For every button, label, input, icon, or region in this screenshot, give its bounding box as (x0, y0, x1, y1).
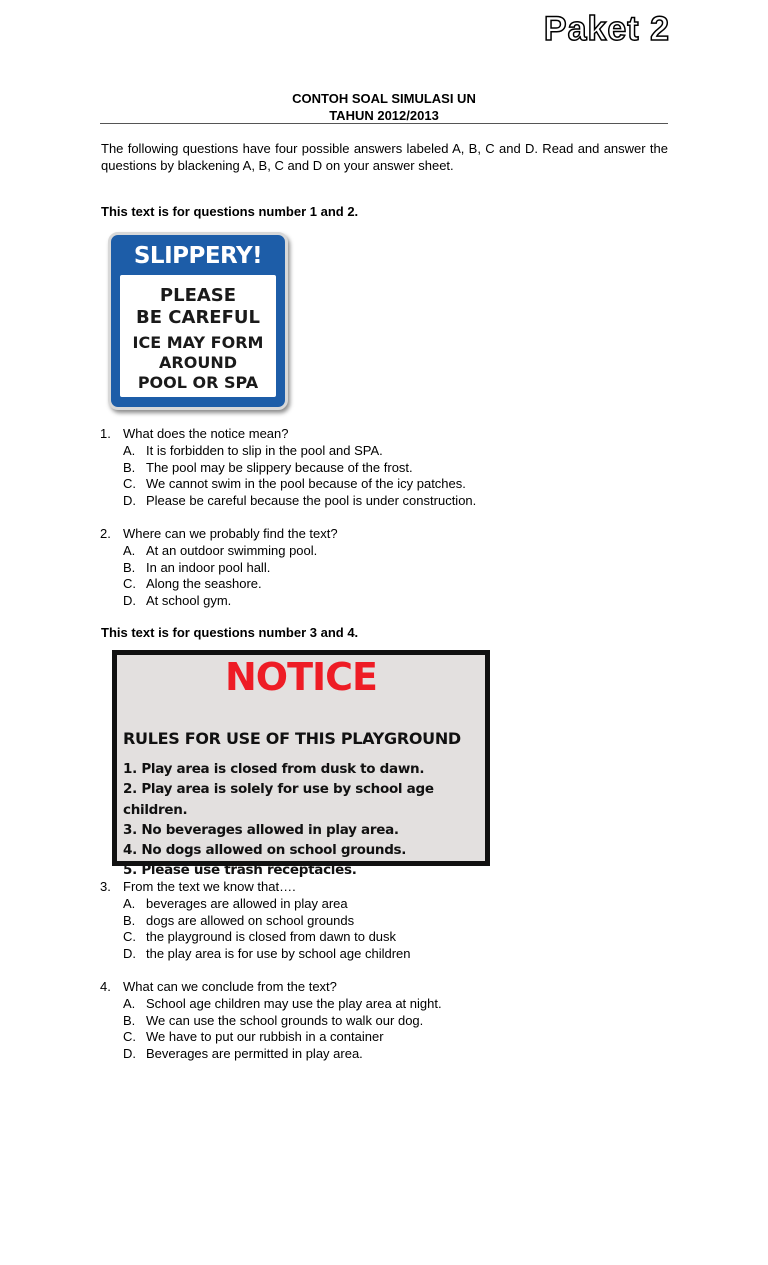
notice-rule: 2. Play area is solely for use by school age children. (123, 781, 434, 818)
option-letter: D. (123, 1046, 136, 1062)
option-text: beverages are allowed in play area (146, 895, 348, 911)
title-line-1: CONTOH SOAL SIMULASI UN (292, 91, 476, 106)
notice-rule: 1. Play area is closed from dusk to dawn. (123, 761, 425, 777)
option-text: At school gym. (146, 593, 232, 609)
notice-rule: 3. No beverages allowed in play area. (123, 821, 399, 838)
notice-header: NOTICE (224, 655, 377, 699)
answer-option (100, 593, 660, 610)
slippery-sign-header: SLIPPERY! (133, 243, 263, 269)
option-letter: C. (123, 929, 136, 945)
slippery-sign-panel (120, 275, 276, 397)
question-4 (100, 979, 660, 1063)
answer-option (100, 913, 660, 930)
notice-subheader: RULES FOR USE OF THIS PLAYGROUND (123, 729, 461, 748)
title-divider (100, 123, 668, 124)
option-text: dogs are allowed on school grounds (146, 912, 355, 928)
question-number: 2. (100, 526, 111, 541)
option-letter: D. (123, 493, 136, 509)
option-letter: D. (123, 946, 136, 962)
answer-option (100, 493, 660, 510)
question-1 (100, 426, 660, 510)
answer-option (100, 560, 660, 577)
option-text: In an indoor pool hall. (146, 559, 271, 575)
notice-rule: 5. Please use trash receptacles. (123, 862, 357, 879)
option-letter: A. (123, 995, 136, 1011)
sign-line: ICE MAY FORM (132, 333, 264, 352)
answer-option (100, 1029, 660, 1046)
answer-option (100, 576, 660, 593)
question-stem: What does the notice mean? (123, 426, 289, 441)
question-stem: What can we conclude from the text? (123, 979, 337, 994)
answer-option (100, 929, 660, 946)
option-text: It is forbidden to slip in the pool and SPA. (146, 442, 383, 458)
option-letter: A. (123, 442, 136, 458)
sign-line: POOL OR SPA (137, 373, 259, 392)
question-stem: From the text we know that…. (123, 879, 296, 894)
option-letter: D. (123, 593, 136, 609)
question-3 (100, 879, 660, 963)
sign-line: PLEASE (159, 285, 237, 306)
option-text: School age children may use the play area at night. (146, 995, 442, 1011)
instructions: The following questions have four possible answers labeled A, B, C and D. Read and answer the questions by blackening A, B, C and D on your answer sheet. (101, 141, 668, 173)
answer-option (100, 1046, 660, 1063)
option-text: the playground is closed from dawn to dusk (146, 929, 397, 945)
option-letter: C. (123, 1029, 136, 1045)
option-text: Beverages are permitted in play area. (146, 1046, 363, 1062)
section-label-2: This text is for questions number 3 and 4. (101, 625, 359, 640)
question-2 (100, 526, 660, 610)
option-letter: C. (123, 576, 136, 592)
answer-option (100, 996, 660, 1013)
option-text: Along the seashore. (146, 576, 262, 592)
answer-option (100, 443, 660, 460)
section-label-1: This text is for questions number 1 and 2. (101, 204, 359, 219)
option-letter: A. (123, 895, 136, 911)
answer-option (100, 1013, 660, 1030)
option-text: We can use the school grounds to walk our dog. (146, 1012, 424, 1028)
option-text: We cannot swim in the pool because of the icy patches. (146, 476, 466, 492)
option-text: The pool may be slippery because of the frost. (146, 459, 413, 475)
sign-line: AROUND (159, 353, 237, 372)
answer-option (100, 896, 660, 913)
answer-option (100, 946, 660, 963)
option-letter: B. (123, 459, 136, 475)
question-number: 1. (100, 426, 111, 441)
answer-option (100, 476, 660, 493)
notice-rules (123, 759, 485, 881)
option-letter: A. (123, 542, 136, 558)
slippery-sign (108, 232, 288, 410)
question-stem: Where can we probably find the text? (123, 526, 338, 541)
document-title (100, 90, 668, 124)
notice-rule: 4. No dogs allowed on school grounds. (123, 842, 407, 859)
option-letter: B. (123, 559, 136, 575)
option-text: We have to put our rubbish in a container (146, 1029, 384, 1045)
option-text: Please be careful because the pool is under construction. (146, 493, 477, 509)
option-letter: C. (123, 476, 136, 492)
option-text: the play area is for use by school age children (146, 946, 411, 962)
playground-notice-sign (112, 650, 490, 879)
sign-line: BE CAREFUL (136, 307, 260, 328)
option-letter: B. (123, 1012, 136, 1028)
answer-option (100, 460, 660, 477)
title-line-2: TAHUN 2012/2013 (329, 108, 439, 123)
option-text: At an outdoor swimming pool. (146, 542, 318, 558)
paket-badge: Paket 2 (543, 10, 670, 48)
question-number: 4. (100, 979, 111, 994)
question-number: 3. (100, 879, 111, 894)
answer-option (100, 543, 660, 560)
option-letter: B. (123, 912, 136, 928)
